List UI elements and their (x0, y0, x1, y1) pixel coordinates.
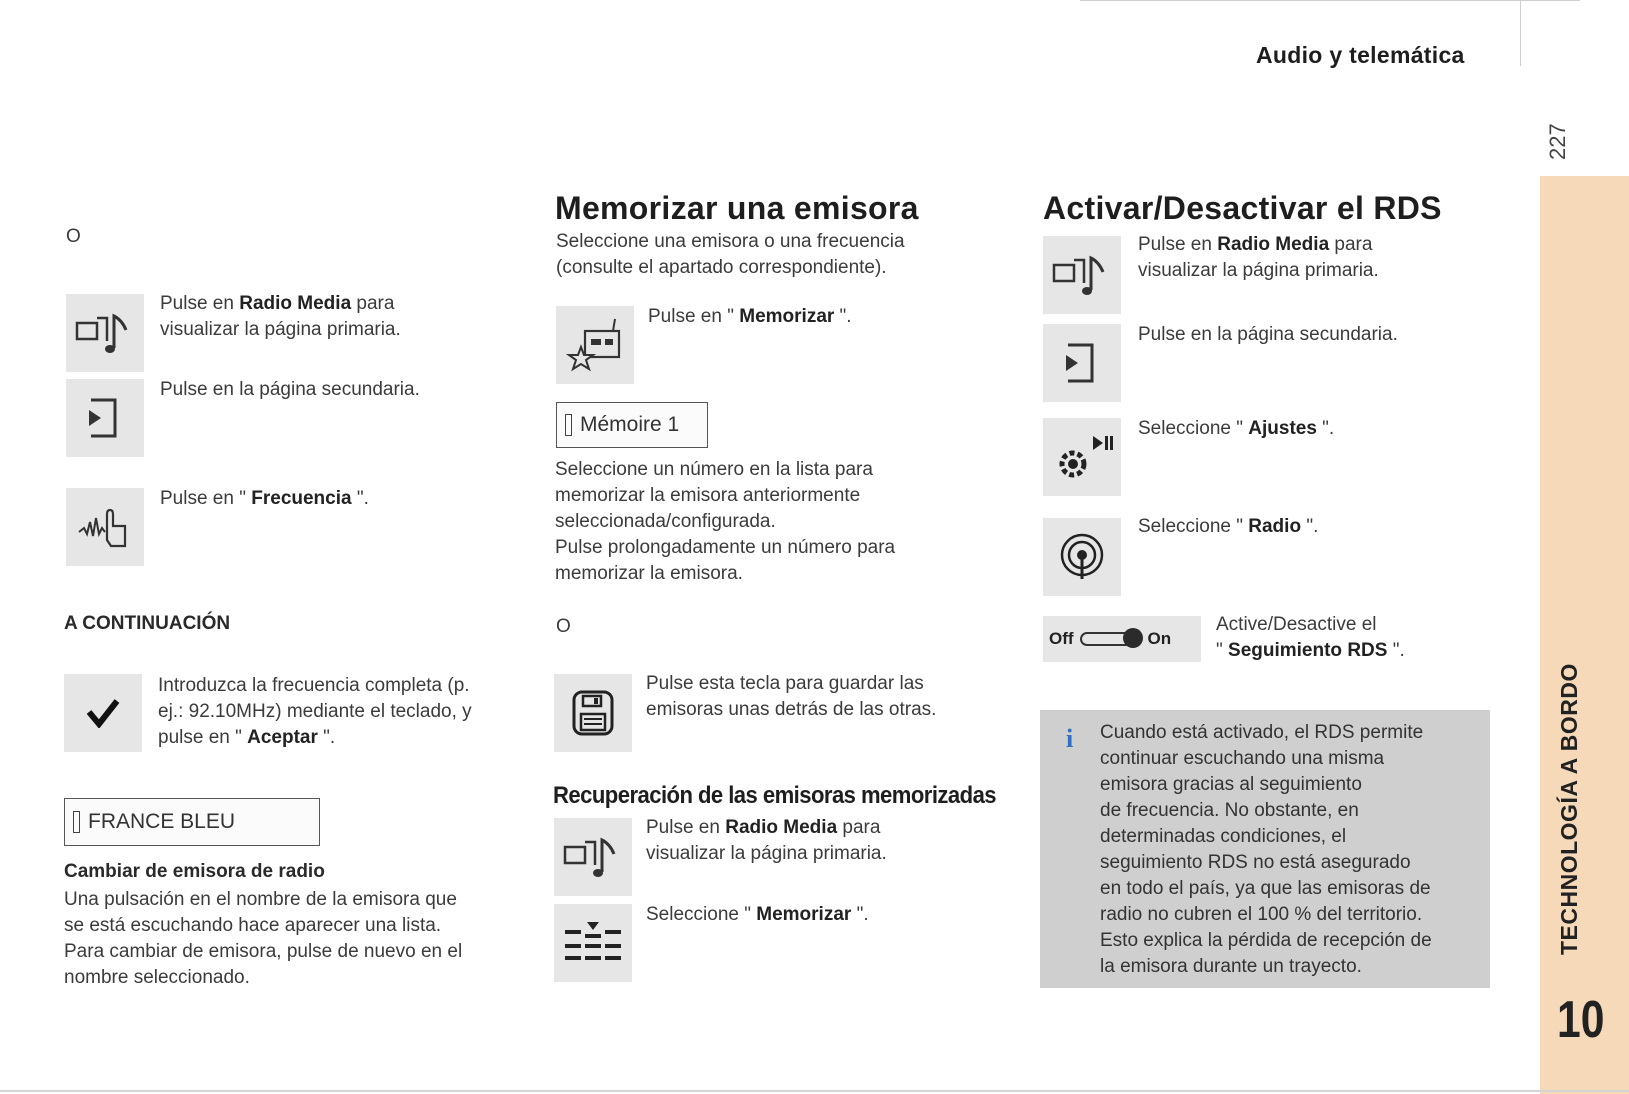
memorize-intro: Seleccione una emisora o una frecuencia (consulte el apartado correspondiente). (556, 231, 905, 278)
rds-toggle[interactable] (1043, 616, 1201, 662)
chapter-number: 10 (1557, 991, 1605, 1049)
info-icon: i (1066, 724, 1074, 753)
station-name-field[interactable] (64, 798, 320, 846)
col3-step3-text: Seleccione " Ajustes ". (1138, 418, 1335, 439)
continue-heading: A CONTINUACIÓN (64, 613, 231, 634)
cursor-marker (565, 414, 572, 436)
chapter-sidebar (1540, 176, 1629, 1094)
station-name-value: FRANCE BLEU (88, 810, 236, 833)
memorize-star-icon (563, 315, 627, 375)
col1-step2-text: Pulse en la página secundaria. (160, 379, 420, 400)
toggle-off-label: Off (1049, 629, 1074, 648)
info-text: Cuando está activado, el RDS permite continuar escuchando una misma emisora gracias al seguimiento de frecuencia. No obstante, en determinadas condiciones, el seguimiento RDS no está asegurado en todo el país, ya que las emisoras de radio no cubren el 100 % del territorio. Esto explica la pérdida de recepción de la emisora durante un trayecto. (1100, 722, 1432, 977)
settings-gear-icon (1049, 428, 1115, 486)
page-number: 227 (1545, 123, 1570, 160)
cursor-marker (73, 811, 80, 833)
recall-title: Recuperación de las emisoras memorizadas (553, 782, 997, 809)
col2-save-text: Pulse esta tecla para guardar las emisoras unas detrás de las otras. (646, 673, 937, 720)
header-divider (1520, 0, 1521, 66)
col3-step1-text: Pulse en Radio Media para visualizar la página primaria. (1138, 234, 1379, 281)
toggle-track (1080, 632, 1142, 646)
frequency-touch-icon (77, 504, 133, 550)
radio-media-button[interactable] (554, 818, 632, 896)
or-label: O (66, 226, 81, 247)
frequency-button[interactable] (66, 488, 144, 566)
change-station-text: Una pulsación en el nombre de la emisora que se está escuchando hace aparecer una lista. Para cambiar de emisora, pulse de nuevo en el nombre seleccionado. (64, 889, 463, 988)
col1-step3-text: Pulse en " Frecuencia ". (160, 488, 369, 509)
toggle-on-label: On (1147, 629, 1172, 648)
secondary-page-icon (85, 396, 125, 440)
memory-slot-field[interactable] (556, 402, 708, 448)
save-button[interactable] (554, 674, 632, 752)
secondary-page-icon (1062, 341, 1102, 385)
page-header-title: Audio y telemática (1256, 42, 1465, 68)
save-disk-icon (570, 688, 616, 738)
toggle-knob (1123, 628, 1143, 648)
radio-media-button[interactable] (66, 294, 144, 372)
radio-media-icon (1051, 250, 1113, 300)
col2-select-text: Seleccione un número en la lista para memorizar la emisora anteriormente seleccionada/configurada. Pulse prolongadamente un número para memorizar la emisora. (555, 459, 896, 584)
col2-step1-text: Pulse en " Memorizar ". (648, 306, 852, 327)
rds-title: Activar/Desactivar el RDS (1043, 190, 1442, 226)
bottom-rule (0, 1090, 1629, 1092)
radio-settings-button[interactable] (1043, 518, 1121, 596)
col3-step4-text: Seleccione " Radio ". (1138, 516, 1319, 537)
top-rule (1080, 0, 1580, 1)
settings-button[interactable] (1043, 418, 1121, 496)
col1-step1-text: Pulse en Radio Media para visualizar la página primaria. (160, 293, 401, 340)
memorize-button[interactable] (556, 306, 634, 384)
col3-step5-text: Active/Desactive el " Seguimiento RDS ". (1216, 614, 1405, 661)
checkmark-icon (86, 698, 120, 728)
col3-step2-text: Pulse en la página secundaria. (1138, 324, 1398, 345)
change-station-heading: Cambiar de emisora de radio (64, 861, 325, 882)
radio-media-icon (74, 308, 136, 358)
memorized-list-button[interactable] (554, 904, 632, 982)
col1-step4-text: Introduzca la frecuencia completa (p. ej.: 92.10MHz) mediante el teclado, y pulse en " Aceptar ". (158, 675, 472, 748)
memorize-title: Memorizar una emisora (555, 190, 919, 226)
accept-button[interactable] (64, 674, 142, 752)
secondary-page-button[interactable] (1043, 324, 1121, 402)
memorized-list-icon (561, 918, 625, 968)
chapter-title: TECHNOLOGÍA A BORDO (1556, 663, 1582, 955)
radio-media-button[interactable] (1043, 236, 1121, 314)
col2-recall-step2-text: Seleccione " Memorizar ". (646, 904, 869, 925)
rds-info-box (1040, 710, 1490, 988)
col2-recall-step1-text: Pulse en Radio Media para visualizar la página primaria. (646, 817, 887, 864)
radio-media-icon (562, 832, 624, 882)
or-label: O (556, 616, 571, 637)
memory-slot-value: Mémoire 1 (580, 413, 680, 436)
secondary-page-button[interactable] (66, 379, 144, 457)
radio-broadcast-icon (1058, 533, 1106, 581)
